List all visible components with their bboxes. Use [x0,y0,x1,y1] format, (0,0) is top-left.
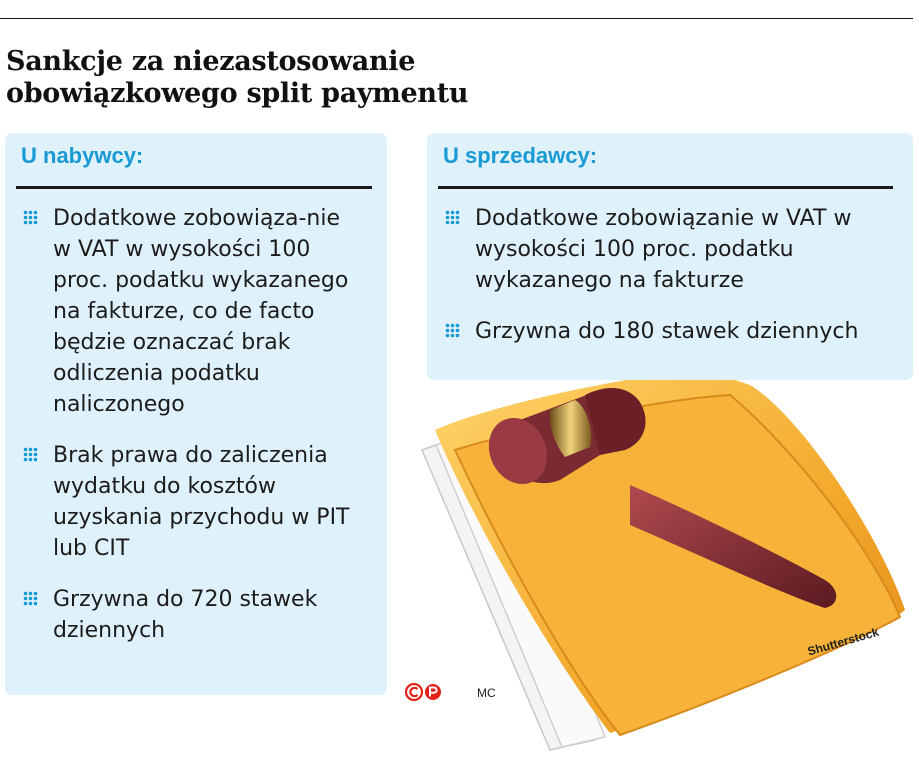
list-item-text: Dodatkowe zobowiąza-nie w VAT w wysokości 100 proc. podatku wykazanego na fakturze, co de facto będzie oznaczać brak odliczenia podatku naliczonego [53,206,349,417]
buyer-panel [5,133,387,695]
dot-grid-bullet-icon [23,447,38,462]
buyer-list [19,203,379,666]
seller-heading: U sprzedawcy: [443,143,598,168]
author-credit: MC [477,686,496,700]
dot-grid-bullet-icon [23,591,38,606]
buyer-heading: U nabywcy: [21,143,144,168]
dot-grid-bullet-icon [23,210,38,225]
list-item [441,203,905,296]
title-line-1: Sankcje za niezastosowanie [6,46,416,77]
dot-grid-bullet-icon [445,210,460,225]
top-divider [0,18,913,19]
seller-list [441,203,905,367]
seller-divider [438,186,893,189]
list-item [19,584,353,646]
cp-logo-icon [405,683,443,701]
list-item [441,316,905,347]
list-item-text: Dodatkowe zobowiązanie w VAT w wysokości 100 proc. podatku wykazanego na fakturze [475,206,852,293]
photo-credit: Shutterstock [806,624,881,659]
page-title [6,46,468,110]
list-item [19,203,353,420]
buyer-divider [16,186,372,189]
list-item-text: Brak prawa do zaliczenia wydatku do kosztów uzyskania przychodu w PIT lub CIT [53,443,350,561]
dot-grid-bullet-icon [445,323,460,338]
list-item-text: Grzywna do 720 stawek dziennych [53,587,318,643]
list-item-text: Grzywna do 180 stawek dziennych [475,319,859,344]
seller-panel [427,133,913,380]
list-item [19,440,353,564]
title-line-2: obowiązkowego split paymentu [6,78,469,109]
